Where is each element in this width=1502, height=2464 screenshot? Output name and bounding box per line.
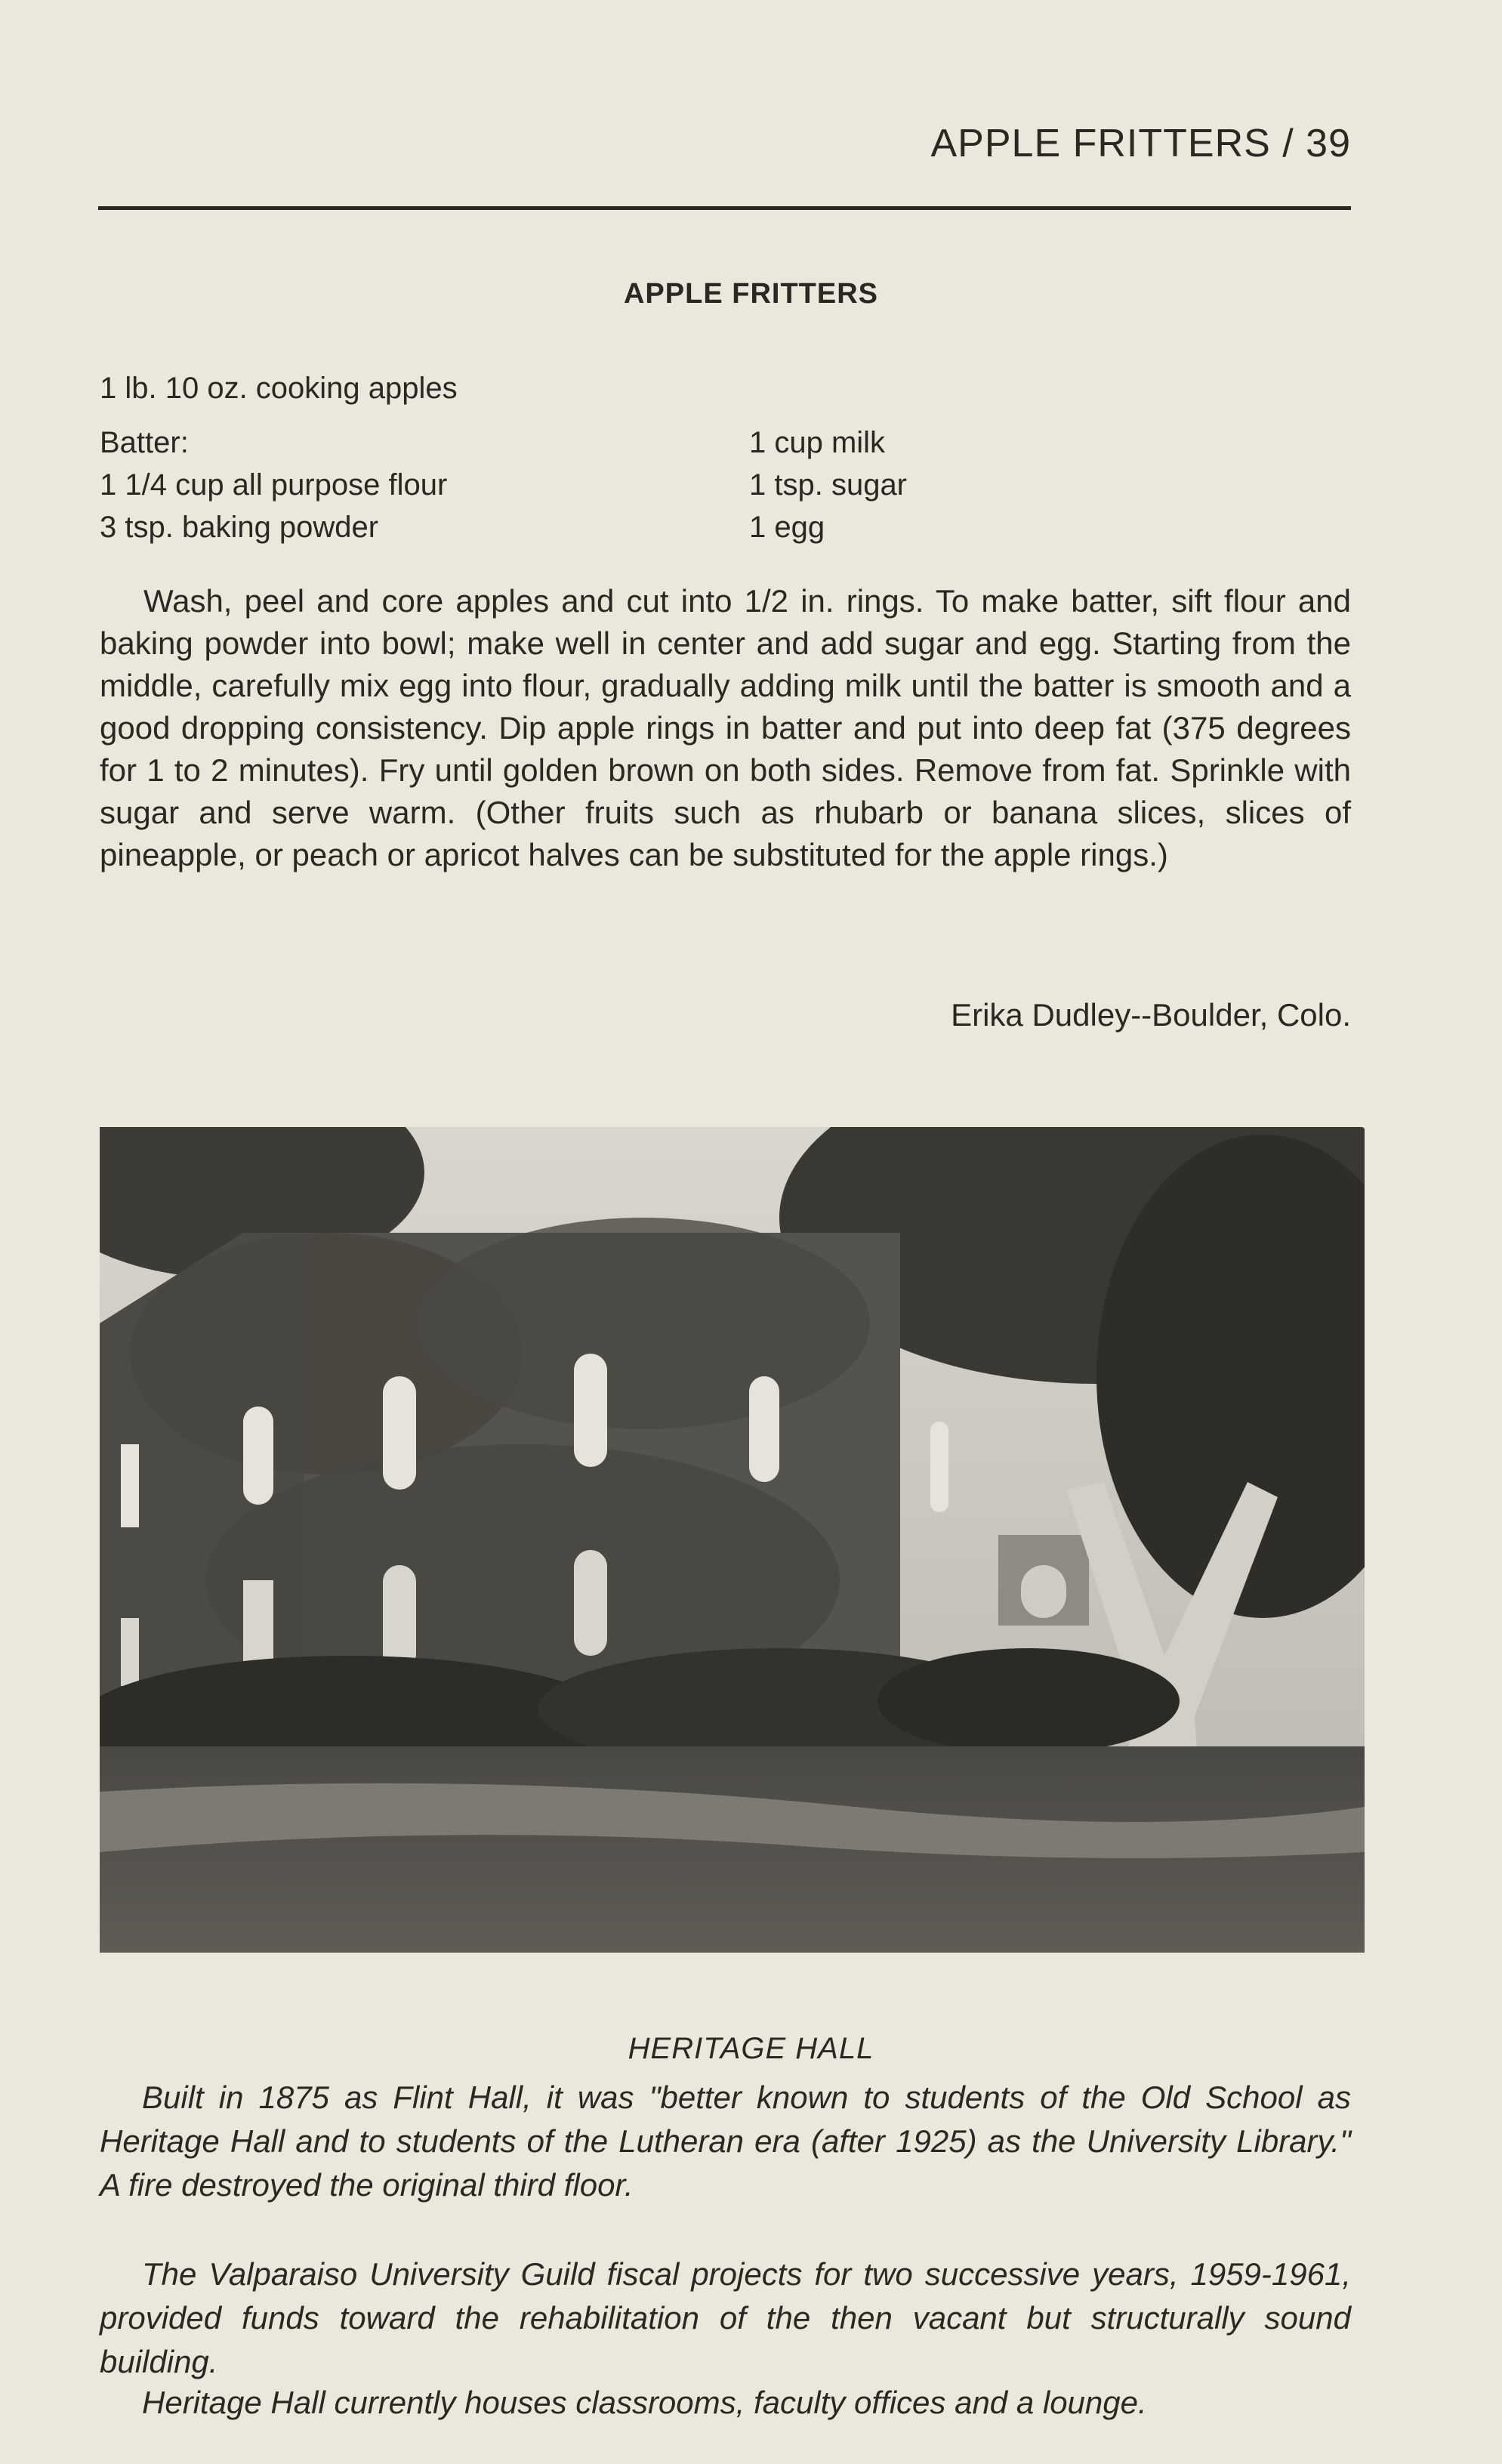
caption-paragraph: Heritage Hall currently houses classrooms, faculty offices and a lounge. — [142, 2385, 1147, 2420]
ingredient-item: 1 egg — [749, 511, 825, 544]
ingredient-item: Batter: — [100, 426, 189, 459]
recipe-title: APPLE FRITTERS — [623, 278, 879, 310]
recipe-method: Wash, peel and core apples and cut into 1/2 in. rings. To make batter, sift flour and baking powder into bowl; make well in center and add sugar and egg. Starting from the middle, carefully mix egg into flour, gradually adding milk until the batter is smooth and a good dropping consistency. Dip apple rings in batter and put into deep fat (375 degrees for 1 to 2 minutes). Fry until golden brown on both sides. Remove from fat. Sprinkle with sugar and serve warm. (Other fruits such as rhubarb or banana slices, slices of pineapple, or peach or apricot halves can be substituted for the apple rings.) — [100, 583, 1351, 872]
ingredient-line — [100, 464, 1353, 506]
ingredient-item: 1 cup milk — [749, 426, 886, 459]
caption-title: HERITAGE HALL — [628, 2032, 874, 2065]
caption-paragraph: The Valparaiso University Guild fiscal projects for two successive years, 1959-1961, provided funds toward the rehabilitation of the then vacant but structurally sound building. — [100, 2256, 1351, 2379]
caption-paragraph: Built in 1875 as Flint Hall, it was "better known to students of the Old School as Heritage Hall and to students of the Lutheran era (after 1925) as the University Library." A fire destroyed the original third floor. — [100, 2080, 1351, 2203]
ingredient-item: 1 tsp. sugar — [749, 468, 908, 502]
recipe-attribution: Erika Dudley--Boulder, Colo. — [951, 997, 1351, 1033]
ingredient-item: 1 1/4 cup all purpose flour — [100, 468, 448, 502]
ingredient-item: 1 lb. 10 oz. cooking apples — [100, 372, 458, 405]
ingredient-line — [100, 506, 1353, 548]
ingredient-list — [100, 367, 1353, 548]
ingredient-line — [100, 367, 1353, 421]
running-head: APPLE FRITTERS / 39 — [930, 122, 1351, 165]
header-rule — [98, 206, 1351, 210]
ingredient-item: 3 tsp. baking powder — [100, 511, 379, 544]
ingredient-line — [100, 421, 1353, 464]
heritage-hall-photo — [100, 1127, 1365, 1953]
building-illustration — [100, 1127, 1365, 1953]
